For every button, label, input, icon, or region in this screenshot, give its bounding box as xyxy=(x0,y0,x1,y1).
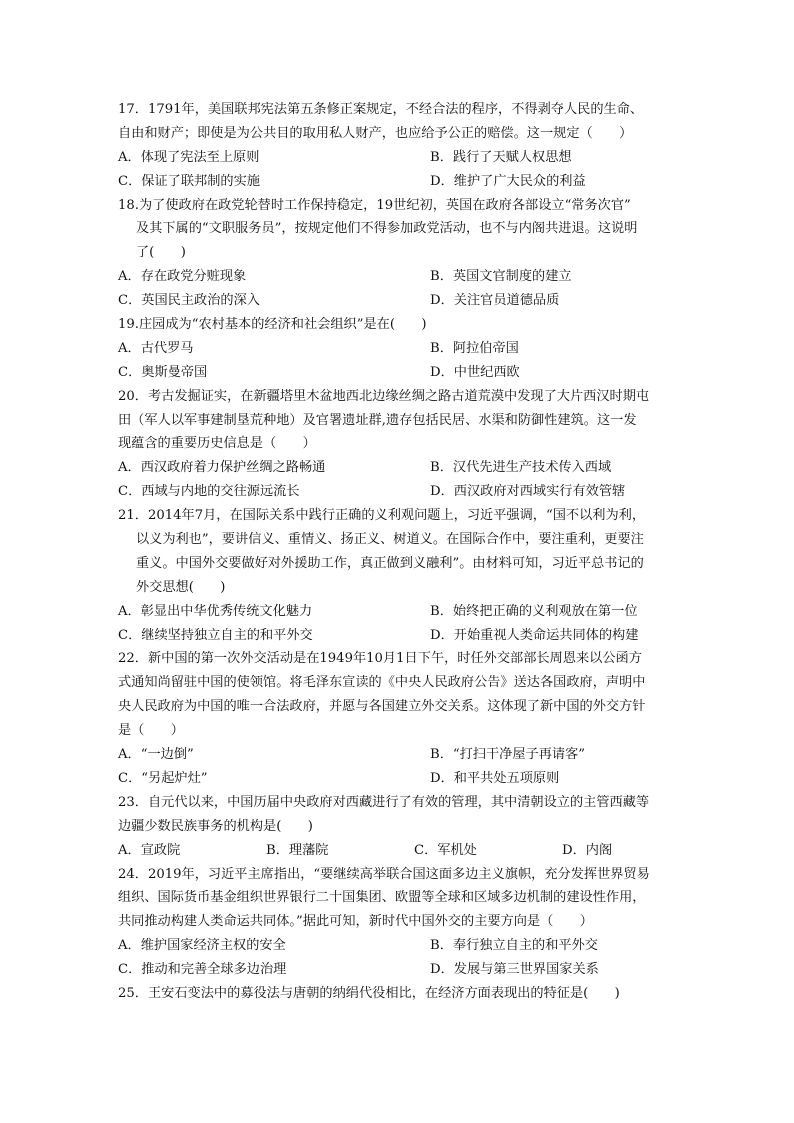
option-b: B．始终把正确的义利观放在第一位 xyxy=(430,603,638,619)
question-21 xyxy=(118,504,684,647)
question-text: 重义。中国外交要做好对外援助工作，真正做到义融利”。由材料可知，习近平总书记的 xyxy=(136,555,644,571)
question-text: 外交思想( ) xyxy=(136,579,226,595)
option-a: A．彰显出中华优秀传统文化魅力 xyxy=(118,603,313,619)
option-a: A．“一边倒” xyxy=(118,747,194,763)
question-text: 23．自元代以来，中国历届中央政府对西藏进行了有效的管理，其中清朝设立的主管西藏等 xyxy=(118,794,650,810)
option-a: A．体现了宪法至上原则 xyxy=(118,149,260,165)
option-b: B．践行了天赋人权思想 xyxy=(430,149,572,165)
option-d: D．和平共处五项原则 xyxy=(430,770,560,786)
option-c: C．奥斯曼帝国 xyxy=(118,364,208,380)
question-text: 田（军人以军事建制垦荒种地）及官署遗址群,遗存包括民居、水渠和防御性建筑。这一发 xyxy=(118,412,637,428)
option-d: D．维护了广大民众的利益 xyxy=(430,173,586,189)
option-d: D．中世纪西欧 xyxy=(430,364,520,380)
options-row xyxy=(118,337,684,361)
question-text: 现蕴含的重要历史信息是（ ） xyxy=(118,436,316,452)
question-20 xyxy=(118,385,684,504)
options-row xyxy=(118,743,684,767)
question-text: 18.为了使政府在政党轮替时工作保持稳定，19世纪初，英国在政府各部设立“常务次官” xyxy=(118,197,631,213)
options-row xyxy=(118,146,684,170)
question-text: 及其下属的“文职服务员”，按规定他们不得参加政党活动，也不与内阁共进退。这说明 xyxy=(136,221,638,237)
exam-page xyxy=(118,98,684,1006)
options-row xyxy=(118,958,684,982)
option-c: C．推动和完善全球多边治理 xyxy=(118,962,287,978)
options-row xyxy=(118,480,684,504)
question-text: 24．2019年，习近平主席指出，“要继续高举联合国这面多边主义旗帜，充分发挥世界贸易 xyxy=(118,866,650,882)
question-text: 是（ ） xyxy=(118,723,184,739)
question-text: 自由和财产；即使是为公共目的取用私人财产，也应给予公正的赔偿。这一规定（ ） xyxy=(118,125,633,141)
option-b: B．“打扫干净屋子再请客” xyxy=(430,747,586,763)
option-d: D．发展与第三世界国家关系 xyxy=(430,962,599,978)
question-text: 组织、国际货币基金组织世界银行二十国集团、欧盟等全球和区域多边机制的建设性作用， xyxy=(118,890,646,906)
option-d: D．内阁 xyxy=(562,842,613,858)
option-c: C．军机处 xyxy=(414,842,477,858)
question-22 xyxy=(118,647,684,790)
option-a: A．宣政院 xyxy=(118,842,181,858)
question-17 xyxy=(118,98,684,194)
options-row xyxy=(118,170,684,194)
option-b: B．汉代先进生产技术传入西域 xyxy=(430,460,612,476)
option-c: C．“另起炉灶” xyxy=(118,770,208,786)
options-row xyxy=(118,600,684,624)
options-row xyxy=(118,456,684,480)
option-d: D．关注官员道德品质 xyxy=(430,293,560,309)
question-23 xyxy=(118,791,684,863)
option-c: C．西域与内地的交往源远流长 xyxy=(118,484,300,500)
question-text: 边疆少数民族事务的机构是( ) xyxy=(118,818,313,834)
question-text: 21．2014年7月，在国际关系中践行正确的义利观问题上，习近平强调，“国不以利为利， xyxy=(118,508,646,524)
options-row xyxy=(118,624,684,648)
option-a: A．存在政党分赃现象 xyxy=(118,269,247,285)
question-text: 22．新中国的第一次外交活动是在1949年10月1日下午，时任外交部部长周恩来以公函方 xyxy=(118,651,642,667)
question-text: 17．1791年，美国联邦宪法第五条修正案规定，不经合法的程序，不得剥夺人民的生命、 xyxy=(118,102,644,117)
option-b: B．奉行独立自主的和平外交 xyxy=(430,938,598,954)
option-b: B．阿拉伯帝国 xyxy=(430,340,519,356)
options-row xyxy=(118,265,684,289)
options-row xyxy=(118,767,684,791)
question-18 xyxy=(118,194,684,313)
option-d: D．开始重视人类命运共同体的构建 xyxy=(430,627,639,643)
option-d: D．西汉政府对西域实行有效管辖 xyxy=(430,484,626,500)
question-text: 式通知尚留驻中国的使领馆。将毛泽东宣读的《中央人民政府公告》送达各国政府，声明中 xyxy=(118,675,646,691)
option-b: B．英国文官制度的建立 xyxy=(430,269,572,285)
question-text: 20．考古发掘证实，在新疆塔里木盆地西北边缘丝绸之路古道荒漠中发现了大片西汉时期屯 xyxy=(118,388,650,404)
question-text: 央人民政府为中国的唯一合法政府，并愿与各国建立外交关系。这体现了新中国的外交方针 xyxy=(118,699,646,715)
option-a: A．西汉政府着力保护丝绸之路畅通 xyxy=(118,460,326,476)
question-text: 25．王安石变法中的募役法与唐朝的纳绢代役相比，在经济方面表现出的特征是( ) xyxy=(118,985,620,1001)
options-row xyxy=(118,934,684,958)
question-24 xyxy=(118,863,684,982)
option-b: B．理藩院 xyxy=(266,842,329,858)
question-text: 以义为利也”，要讲信义、重情义、扬正义、树道义。在国际合作中，要注重利，更要注 xyxy=(136,532,644,548)
options-row xyxy=(118,361,684,385)
option-c: C．继续坚持独立自主的和平外交 xyxy=(118,627,313,643)
option-a: A．古代罗马 xyxy=(118,340,194,356)
options-row xyxy=(118,839,684,863)
options-row xyxy=(118,289,684,313)
question-text: 19.庄园成为“农村基本的经济和社会组织”是在( ) xyxy=(118,317,427,333)
question-text: 共同推动构建人类命运共同体。”据此可知，新时代中国外交的主要方向是（ ） xyxy=(118,914,593,930)
question-text: 了( ) xyxy=(136,245,186,261)
question-25 xyxy=(118,982,684,1006)
option-c: C．英国民主政治的深入 xyxy=(118,293,260,309)
option-a: A．维护国家经济主权的安全 xyxy=(118,938,286,954)
option-c: C．保证了联邦制的实施 xyxy=(118,173,260,189)
question-19 xyxy=(118,313,684,385)
